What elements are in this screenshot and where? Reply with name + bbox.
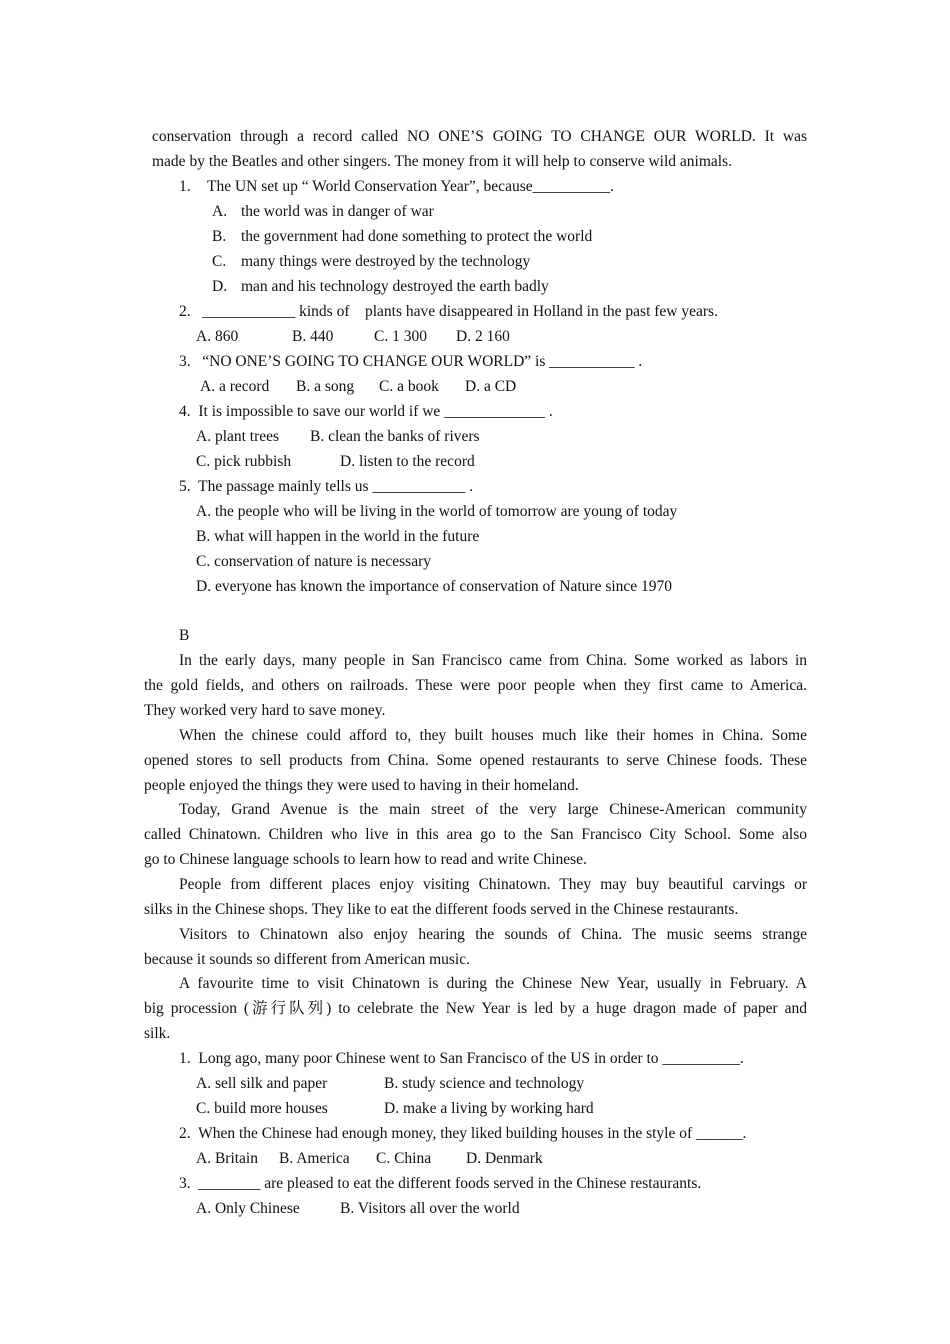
paragraph-line: people enjoyed the things they were used to having in their homeland. <box>144 777 579 794</box>
options-row-a4-1 <box>196 424 480 449</box>
options-row-a3 <box>200 374 516 399</box>
paragraph-line: Visitors to Chinatown also enjoy hearing the sounds of China. The music seems strange <box>179 926 807 943</box>
question-a3: 3. “NO ONE’S GOING TO CHANGE OUR WORLD” is ___________ . <box>179 353 643 370</box>
question-a1 <box>179 174 614 199</box>
option-b1-d[interactable]: D. make a living by working hard <box>384 1100 594 1117</box>
option-b3-b[interactable]: B. Visitors all over the world <box>340 1200 520 1217</box>
option-a5-a[interactable]: A. the people who will be living in the world of tomorrow are young of today <box>196 503 678 520</box>
option-b1-b[interactable]: B. study science and technology <box>384 1075 585 1092</box>
paragraph-line: In the early days, many people in San Francisco came from China. Some worked as labors in <box>179 652 807 669</box>
option-text: many things were destroyed by the technology <box>241 253 531 270</box>
paragraph-line: Today, Grand Avenue is the main street of the very large Chinese-American community <box>179 801 807 818</box>
paragraph-line: A favourite time to visit Chinatown is during the Chinese New Year, usually in February. A <box>179 975 807 992</box>
option-a4-c[interactable]: C. pick rubbish <box>196 453 292 470</box>
option-a4-b[interactable]: B. clean the banks of rivers <box>310 428 480 445</box>
option-a3-b[interactable]: B. a song <box>296 378 355 395</box>
option-letter: D. <box>212 278 228 295</box>
option-b3-a[interactable]: A. Only Chinese <box>196 1200 300 1217</box>
option-b1-a[interactable]: A. sell silk and paper <box>196 1075 328 1092</box>
paragraph-line: the gold fields, and others on railroads. These were poor people when they first came to America. <box>144 677 807 694</box>
paragraph-line: opened stores to sell products from China. Some opened restaurants to serve Chinese foods. These <box>144 752 807 769</box>
option-a4-d[interactable]: D. listen to the record <box>340 453 475 470</box>
option-text: man and his technology destroyed the earth badly <box>241 278 549 295</box>
option-letter: C. <box>212 253 227 270</box>
option-a5-c[interactable]: C. conservation of nature is necessary <box>196 553 432 570</box>
option-a4-a[interactable]: A. plant trees <box>196 428 280 445</box>
paragraph-line: silk. <box>144 1025 171 1042</box>
paragraph-line: They worked very hard to save money. <box>144 702 386 719</box>
option-a1-a[interactable] <box>212 199 434 224</box>
options-row-b2 <box>196 1146 543 1171</box>
paragraph-line: People from different places enjoy visiting Chinatown. They may buy beautiful carvings or <box>179 876 807 893</box>
option-a3-c[interactable]: C. a book <box>379 378 439 395</box>
option-a3-a[interactable]: A. a record <box>200 378 270 395</box>
section-b-heading: B <box>179 627 190 644</box>
option-b2-d[interactable]: D. Denmark <box>466 1150 543 1167</box>
question-number: 1. <box>179 178 191 195</box>
option-b2-a[interactable]: A. Britain <box>196 1150 258 1167</box>
option-text: the world was in danger of war <box>241 203 434 220</box>
option-a5-d[interactable]: D. everyone has known the importance of conservation of Nature since 1970 <box>196 578 673 595</box>
paragraph-line: silks in the Chinese shops. They like to eat the different foods served in the Chinese restaurants. <box>144 901 739 918</box>
option-a2-b[interactable]: B. 440 <box>292 328 334 345</box>
option-a2-a[interactable]: A. 860 <box>196 328 239 345</box>
option-text: the government had done something to protect the world <box>241 228 593 245</box>
option-a3-d[interactable]: D. a CD <box>465 378 517 395</box>
passage-a-line: conservation through a record called NO ONE’S GOING TO CHANGE OUR WORLD. It was <box>152 128 807 145</box>
option-a1-c[interactable] <box>212 249 530 274</box>
option-letter: A. <box>212 203 228 220</box>
options-row-b3 <box>196 1196 520 1221</box>
question-a2: 2. ____________ kinds of plants have disappeared in Holland in the past few years. <box>179 303 718 320</box>
options-row-b1-1 <box>196 1071 584 1096</box>
option-b2-c[interactable]: C. China <box>376 1150 432 1167</box>
question-text: The UN set up “ World Conservation Year”, because__________. <box>207 178 614 195</box>
question-b2: 2. When the Chinese had enough money, they liked building houses in the style of ______. <box>179 1125 747 1142</box>
option-a2-c[interactable]: C. 1 300 <box>374 328 427 345</box>
options-row-b1-2 <box>196 1096 594 1121</box>
options-row-a2 <box>196 324 510 349</box>
question-b1: 1. Long ago, many poor Chinese went to San Francisco of the US in order to __________. <box>179 1050 744 1067</box>
question-a4: 4. It is impossible to save our world if we _____________ . <box>179 403 553 420</box>
question-b3: 3. ________ are pleased to eat the different foods served in the Chinese restaurants. <box>179 1175 702 1192</box>
paragraph-line: go to Chinese language schools to learn how to read and write Chinese. <box>144 851 587 868</box>
paragraph-line: called Chinatown. Children who live in this area go to the San Francisco City School. Some also <box>144 826 807 843</box>
option-b2-b[interactable]: B. America <box>279 1150 350 1167</box>
paragraph-line: because it sounds so different from American music. <box>144 951 470 968</box>
option-a1-b[interactable] <box>212 224 592 249</box>
option-letter: B. <box>212 228 227 245</box>
paragraph-line: big procession (游行队列) to celebrate the New Year is led by a huge dragon made of paper and <box>144 1000 807 1017</box>
option-b1-c[interactable]: C. build more houses <box>196 1100 328 1117</box>
question-a5: 5. The passage mainly tells us ____________ . <box>179 478 474 495</box>
option-a1-d[interactable] <box>212 274 549 299</box>
option-a5-b[interactable]: B. what will happen in the world in the future <box>196 528 480 545</box>
options-row-a4-2 <box>196 449 475 474</box>
passage-a-line: made by the Beatles and other singers. The money from it will help to conserve wild animals. <box>152 153 732 170</box>
paragraph-line: When the chinese could afford to, they built houses much like their homes in China. Some <box>179 727 807 744</box>
option-a2-d[interactable]: D. 2 160 <box>456 328 510 345</box>
